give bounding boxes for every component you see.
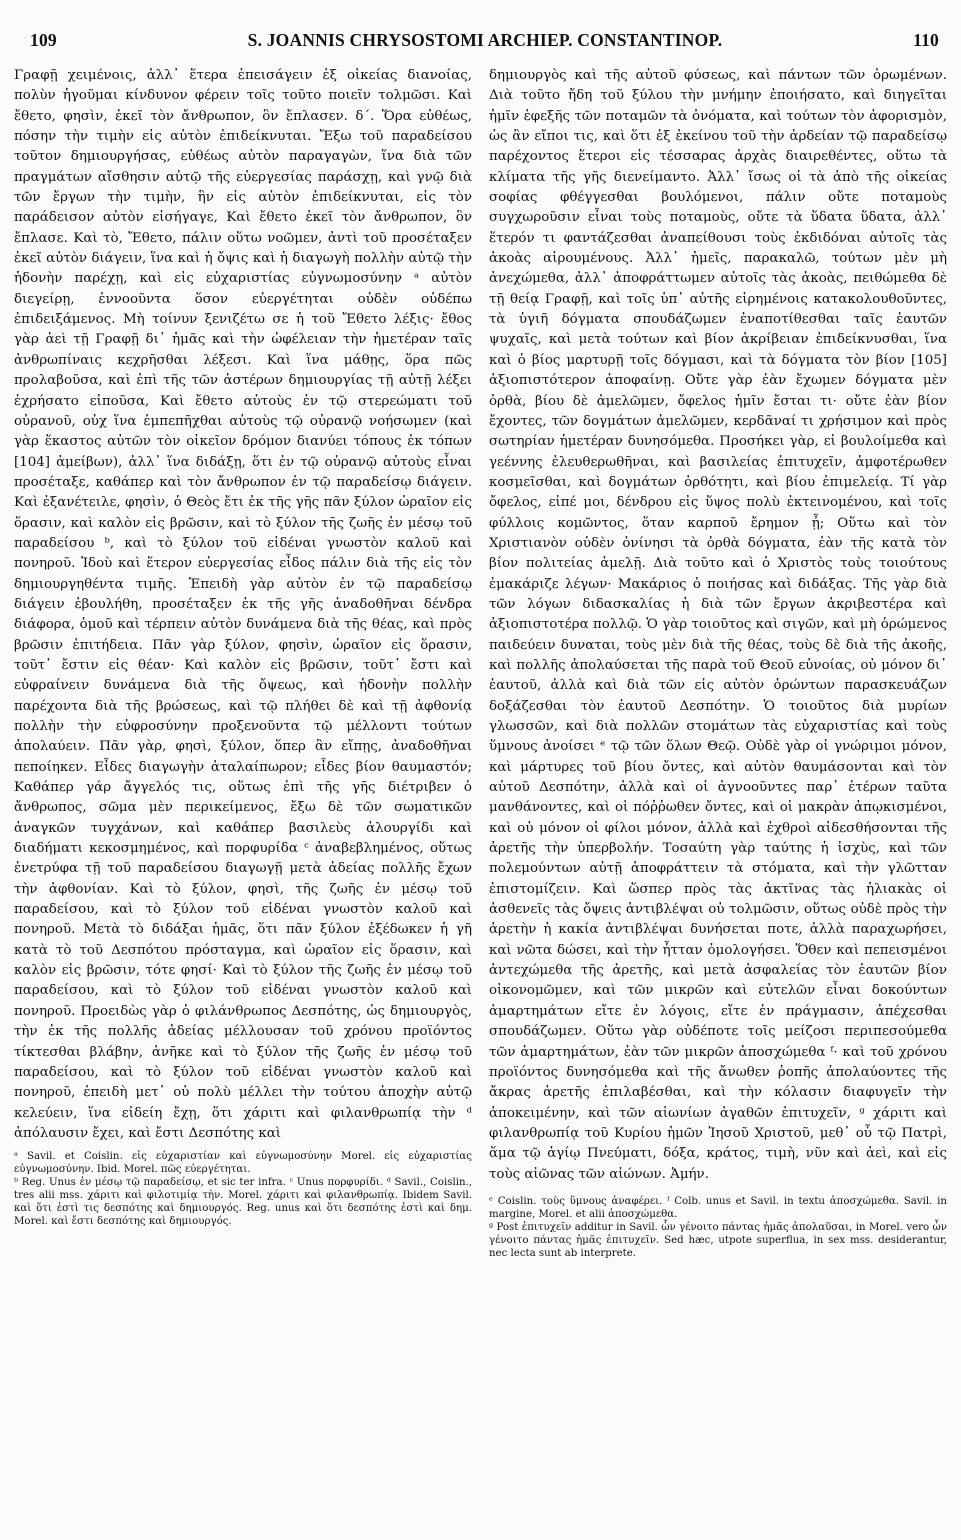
right-column-text: δημιουργὸς καὶ τῆς αὐτοῦ φύσεως, καὶ πάντων τῶν ὁρωμένων. Διὰ τοῦτο ἤδη τοῦ ξύλου τὴν μνήμην ἐποιήσατο, καὶ διηγεῖται ἡμῖν ἐφεξῆς τῶν ποταμῶν τὰ ὀνόματα, καὶ τούτων τὸν ἀφορισμὸν, ὡς ἂν εἴποι τις, καὶ ὅτι ἐξ ἐκείνου τοῦ τὴν ἀρδείαν τῷ παραδείσῳ παρέχοντος ἕτεροι εἰς τέσσαρας ἀρχὰς διαιρεθέντες, οὕτω τὰ κλίματα τῆς γῆς διενείμαντο. Ἀλλ᾽ ἴσως οἱ τὰ ἀπὸ τῆς οἰκείας σοφίας φθέγγεσθαι βουλόμενοι, πάλιν οὔτε ποταμοὺς συγχωροῦσιν εἶναι τοὺς ποταμοὺς, οὔτε τὰ ὕδατα ὕδατα, ἀλλ᾽ ἕτερόν τι φαντάζεσθαι ἀναπείθουσι τοὺς ἐκδιδόναι αὐτοῖς τὰς ἀκοὰς αἱρουμένους. Ἀλλ᾽ ἡμεῖς, παρακαλῶ, τούτων μὲν μὴ ἀνεχώμεθα, ἀλλ᾽ ἀποφράττωμεν αὐτοῖς τὰς ἀκοὰς, πειθώμεθα δὲ τῇ θείᾳ Γραφῇ, καὶ τοῖς ὑπ᾽ αὐτῆς εἰρημένοις κατακολουθοῦντες, τὰ ὑγιῆ δόγματα σπουδάζωμεν ἐναποτίθεσθαι ταῖς ἑαυτῶν ψυχαῖς, καὶ μετὰ τούτων καὶ βίον ἀκρίβειαν ἐπιδείκνυσθαι, ἵνα καὶ ὁ βίος μαρτυρῇ τοῖς δόγμασι, καὶ τὰ δόγματα τὸν βίον [105] ἀξιοπιστότερον ἀποφαίνῃ. Οὔτε γὰρ ἐὰν ἔχωμεν δόγματα μὲν ὀρθὰ, βίου δὲ ἀμελῶμεν, ὄφελος ἡμῖν ἔσται τι· οὔτε ἐὰν βίον ἔχοντες, τῶν δογμάτων ἀμελῶμεν, κερδᾶναί τι χρήσιμον καὶ πρὸς σωτηρίαν ἡμετέραν δυνησόμεθα. Προσήκει γὰρ, εἰ βουλοίμεθα καὶ γεέννης ἐλευθερωθῆναι, καὶ βασιλείας ἐπιτυχεῖν, ἀμφοτέρωθεν κοσμεῖσθαι, καὶ δογμάτων ὀρθότητι, καὶ βίου ἐπιμελείᾳ. Τί γὰρ ὄφελος, εἰπέ μοι, δένδρου εἰς ὕψος πολὺ ἐκτεινομένου, καὶ τοῖς φύλλοις κομῶντος, ὅταν καρποῦ ἔρημον ᾖ; Οὕτω καὶ τὸν Χριστιανὸν οὐδὲν ὀνίνησι τὰ ὀρθὰ δόγματα, ἐὰν τῆς κατὰ τὸν βίον πολιτείας ἀμελῇ. Διὰ τοῦτο καὶ ὁ Χριστὸς τοὺς τοιούτους ἐμακάριζε λέγων· Μακάριος ὁ ποιήσας καὶ διδάξας. Τῆς γὰρ διὰ τῶν λόγων διδασκαλίας ἡ διὰ τῶν ἔργων ἀκριβεστέρα καὶ ἀξιοπιστοτέρα πολλῷ. Ὁ γὰρ τοιοῦτος καὶ σιγῶν, καὶ μὴ ὁρώμενος παιδεύειν δυναται, τοὺς μὲν διὰ τῆς θέας, τοὺς δὲ διὰ τῆς ἀκοῆς, καὶ πολλῆς ἀπολαύσεται τῆς παρὰ τοῦ Θεοῦ εὐνοίας, οὐ μόνον δι᾽ ἑαυτοῦ, ἀλλὰ καὶ διὰ τῶν εἰς αὐτὸν ὁρώντων παρασκευάζων δοξάζεσθαι τὸν ἑαυτοῦ Δεσπότην. Ὁ τοιοῦτος διὰ μυρίων γλωσσῶν, καὶ διὰ πολλῶν στομάτων τὰς εὐχαριστίας καὶ τοὺς ὕμνους ἀνοίσει ᵉ τῷ τῶν ὅλων Θεῷ. Οὐδὲ γὰρ οἱ γνώριμοι μόνον, καὶ μάρτυρες τοῦ βίου ὄντες, καὶ αὐτὸν θαυμάσονται καὶ τὸν αὐτοῦ Δεσπότην, ἀλλὰ καὶ οἱ ἀγνοοῦντες παρ᾽ ἑτέρων ταῦτα μανθάνοντες, καὶ οἱ πόῤῥωθεν ὄντες, καὶ οἱ μακρὰν ἀπῳκισμένοι, καὶ οὐ μόνον οἱ φίλοι μόνον, ἀλλὰ καὶ ἐχθροὶ αἰδεσθήσονται τῆς ἀρετῆς τὴν ὑπερβολήν. Τοσαύτη γὰρ ταύτης ἡ ἰσχὺς, καὶ τῶν πολεμούντων αὐτῇ ἀποφράττειν τὰ στόματα, καὶ τὴν γλῶτταν ἐπιστομίζειν. Καὶ ὥσπερ πρὸς τὰς ἀκτῖνας τὰς ἡλιακὰς οἱ ἀσθενεῖς τὰς ὄψεις ἀντιβλέψαι οὐ τολμῶσιν, οὕτως οὐδὲ πρὸς τὴν ἀρετὴν ἡ κακία ἀντιβλέψαι δυνήσεται ποτε, ἀλλὰ παραχωρήσει, καὶ νῶτα δώσει, καὶ τὴν ἧτταν ὁμολογήσει. Ὅθεν καὶ πεπεισμένοι ἀντεχώμεθα τῆς ἀρετῆς, καὶ μετὰ ἀσφαλείας τὸν ἑαυτῶν βίον οἰκονομῶμεν, καὶ τῶν μικρῶν καὶ εὐτελῶν εἶναι δοκούντων ἁμαρτημάτων εἴτε ἐν λόγοις, εἴτε ἐν πράγμασιν, ἀπέχεσθαι σπουδάζωμεν. Οὕτω γὰρ οὐδέποτε τοῖς μείζοσι περιπεσούμεθα τῶν ἁμαρτημάτων, ἐὰν τῶν μικρῶν ἀποσχώμεθα ᶠ· καὶ τοῦ χρόνου προϊόντος δυνησόμεθα καὶ τῆς ἄνωθεν ῥοπῆς ἀπολαύοντες τῆς ἄκρας ἀρετῆς ἐπιλαβέσθαι, καὶ τὴν κόλασιν διαφυγεῖν τὴν ἀποκειμένην, καὶ τῶν αἰωνίων ἀγαθῶν ἐπιτυχεῖν, ᵍ χάριτι καὶ φιλανθρωπίᾳ τοῦ Κυρίου ἡμῶν Ἰησοῦ Χριστοῦ, μεθ᾽ οὗ τῷ Πατρὶ, ἅμα τῷ ἁγίῳ Πνεύματι, δόξα, κράτος, τιμὴ, νῦν καὶ ἀεὶ, καὶ εἰς τοὺς αἰῶνας τῶν αἰώνων. Ἀμήν. <box>489 68 947 1182</box>
footnote: ᵍ Post ἐπιτυχεῖν additur in Savil. ὧν γένοιτο πάντας ἡμᾶς ἀπολαῦσαι, in Morel. vero ὧν γένοιτο πάντας ἡμᾶς ἐπιτυχεῖν. Sed hæc, utpote superflua, in sex mss. desiderantur, nec lecta sunt ab interprete. <box>489 1221 947 1259</box>
running-header <box>14 30 947 52</box>
left-footnotes <box>14 1150 472 1228</box>
right-footnotes <box>489 1195 947 1260</box>
left-page-number: 109 <box>30 30 57 50</box>
text-columns <box>14 66 947 1260</box>
left-column <box>14 66 472 1260</box>
footnote: ᵃ Savil. et Coislin. εἰς εὐχαριστίαν καὶ εὐγνωμοσύνην Morel. εἰς εὐχαριστίας εὐγνωμοσύνην. Ibid. Morel. πῶς εὐεργέτηται. <box>14 1151 472 1176</box>
running-title: S. JOANNIS CHRYSOSTOMI ARCHIEP. CONSTANTINOP. <box>247 30 723 50</box>
right-column <box>489 66 947 1260</box>
footnote: ᵇ Reg. Unus ἐν μέσῳ τῷ παραδείσῳ, et sic ter infra. ᶜ Unus πορφυρίδι. ᵈ Savil., Coislin., tres alii mss. χάριτι καὶ φιλοτιμίᾳ τὴν. Morel. χάριτι καὶ φιλανθρωπίᾳ. Ibidem Savil. καὶ ὅτι ἐστὶ τις δεσπότης καὶ δημιουργός. Reg. unus καὶ ὅτι δεσπότης ἐστὶ καὶ δημ. Morel. καὶ ἔστι δεσπότης καὶ δημιουργός. <box>14 1177 472 1228</box>
right-page-number: 110 <box>913 30 939 50</box>
left-column-text: Γραφῇ χειμένοις, ἀλλ᾽ ἕτερα ἐπεισάγειν ἐξ οἰκείας διανοίας, πολὺν ἡγοῦμαι κίνδυνον φέρειν τοῖς τοῦτο ποιεῖν τολμῶσι. Καὶ ἔθετο, φησὶν, ἐκεῖ τὸν ἄνθρωπον, ὃν ἔπλασεν. δ΄. Ὅρα εὐθέως, πόσην τὴν τιμὴν εἰς αὐτὸν ἐπιδείκνυται. Ἔξω τοῦ παραδείσου τοῦτον δημιουργήσας, εὐθέως αὐτὸν παραγαγὼν, ἵνα διὰ τῶν πραγμάτων αἴσθησιν αὐτῷ τῆς εὐεργεσίας παράσχῃ, καὶ γνῷ διὰ τῶν ἔργων τὴν τιμὴν, ἣν εἰς αὐτὸν ἐπιδείκνυται, εἰς τὸν παράδεισον αὐτὸν εἰσήγαγε, Καὶ ἔθετο ἐκεῖ τὸν ἄνθρωπον, ὃν ἔπλασε. Καὶ τὸ, Ἔθετο, πάλιν οὕτω νοῶμεν, ἀντὶ τοῦ προσέταξεν ἐκεῖ αὐτὸν διάγειν, ἵνα καὶ ἡ ὄψις καὶ ἡ διαγωγὴ πολλὴν αὐτῷ τὴν ἡδονὴν παρέχῃ, καὶ εἰς εὐχαριστίας εὐγνωμοσύνην ᵃ αὐτὸν διεγείρῃ, ἐννοοῦντα ὅσον εὐεργέτηται οὐδὲν οὐδέπω ἐπιδειξάμενος. Μὴ τοίνυν ξενιζέτω σε ἡ τοῦ Ἔθετο λέξις· ἔθος γὰρ ἀεὶ τῇ Γραφῇ δι᾽ ἡμᾶς καὶ τὴν ὠφέλειαν τὴν ἡμετέραν ταῖς ἀνθρωπίναις κεχρῆσθαι λέξεσι. Καὶ ἵνα μάθῃς, ὅρα πῶς προλαβοῦσα, καὶ ἐπὶ τῆς τῶν ἀστέρων δημιουργίας τῇ αὐτῇ λέξει ἐχρήσατο εἰποῦσα, Καὶ ἔθετο αὐτοὺς ἐν τῷ στερεώματι τοῦ οὐρανοῦ, οὐχ ἵνα ἐμπεπῆχθαι αὐτοὺς τῷ οὐρανῷ νοήσωμεν (καὶ γὰρ ἕκαστος αὐτῶν τὸν οἰκεῖον δρόμον διανύει τόπους ἐκ τόπων [104] ἀμείβων), ἀλλ᾽ ἵνα διδάξῃ, ὅτι ἐν τῷ οὐρανῷ αὐτοὺς εἶναι προσέταξε, καθάπερ καὶ τὸν ἄνθρωπον ἐν τῷ παραδείσῳ διάγειν. Καὶ ἐξανέτειλε, φησὶν, ὁ Θεὸς ἔτι ἐκ τῆς γῆς πᾶν ξύλον ὡραῖον εἰς ὅρασιν, καὶ καλὸν εἰς βρῶσιν, καὶ τὸ ξύλον τῆς ζωῆς ἐν μέσῳ τοῦ παραδείσου ᵇ, καὶ τὸ ξύλον τοῦ εἰδέναι γνωστὸν καλοῦ καὶ πονηροῦ. Ἰδοὺ καὶ ἕτερον εὐεργεσίας εἶδος πάλιν διὰ τῆς εἰς τὸν δημιουργηθέντα τιμῆς. Ἐπειδὴ γὰρ αὐτὸν ἐν τῷ παραδείσῳ διάγειν ἐβουλήθη, προσέταξεν ἐκ τῆς γῆς ἀναδοθῆναι δένδρα διάφορα, ὁμοῦ καὶ τέρπειν αὐτὸν δυνάμενα διὰ τῆς θέας, καὶ πρὸς βρῶσιν ἐπιτήδεια. Πᾶν γὰρ ξύλον, φησὶν, ὡραῖον εἰς ὅρασιν, τοῦτ᾽ ἔστιν εἰς θέαν· Καὶ καλὸν εἰς βρῶσιν, τοῦτ᾽ ἔστι καὶ εὐφραίνειν δυνάμενα διὰ τῆς ὄψεως, καὶ ἡδονὴν πολλὴν παρέχοντα διὰ τῆς βρώσεως, καὶ τῷ πλήθει δὲ καὶ τῇ ἀφθονίᾳ πολλὴν τὴν εὐφροσύνην προξενοῦντα τῷ μέλλοντι τούτων ἀπολαύειν. Πᾶν γὰρ, φησὶ, ξύλον, ὅπερ ἂν εἴπῃς, ἀναδοθῆναι πεποίηκεν. Εἶδες διαγωγὴν ἀταλαίπωρον; εἶδες βίον θαυμαστόν; Καθάπερ γάρ ἄγγελός τις, οὕτως ἐπὶ τῆς γῆς διέτριβεν ὁ ἄνθρωπος, σῶμα μὲν περικείμενος, ἔξω δὲ τῶν σωματικῶν ἀναγκῶν τυγχάνων, καὶ καθάπερ βασιλεὺς ἁλουργίδι καὶ διαδήματι κεκοσμημένος, καὶ πορφυρίδα ᶜ ἀναβεβλημένος, οὕτως ἐνετρύφα τῇ τοῦ παραδείσου διαγωγῇ μετὰ ἀδείας πολλῆς ἔχων τὴν ἀφθονίαν. Καὶ τὸ ξύλον, φησὶ, τῆς ζωῆς ἐν μέσῳ τοῦ παραδείσου, καὶ τὸ ξύλον τοῦ εἰδέναι γνωστὸν καλοῦ καὶ πονηροῦ. Μετὰ τὸ διδάξαι ἡμᾶς, ὅτι πᾶν ξύλον ἐξέδωκεν ἡ γῆ κατὰ τὸ τοῦ Δεσπότου πρόσταγμα, καὶ ὡραῖον εἰς ὅρασιν, καὶ καλὸν εἰς βρῶσιν, τότε φησί· Καὶ τὸ ξύλον τῆς ζωῆς ἐν μέσῳ τοῦ παραδείσου, καὶ τὸ ξύλον τοῦ εἰδέναι γνωστὸν καλοῦ καὶ πονηροῦ. Προειδὼς γὰρ ὁ φιλάνθρωπος Δεσπότης, ὡς δημιουργὸς, τὴν ἐκ τῆς πολλῆς ἀδείας μέλλουσαν τοῦ χρόνου προϊόντος τίκτεσθαι βλάβην, ἀνῆκε καὶ τὸ ξύλον τῆς ζωῆς ἐν μέσῳ τοῦ παραδείσου, καὶ τὸ ξύλον τοῦ εἰδέναι γνωστὸν καλοῦ καὶ πονηροῦ, ἐπειδὴ μετ᾽ οὐ πολὺ μέλλει τὴν τούτου ἀποχὴν αὐτῷ κελεύειν, ἵνα εἰδείη ἔχῃ, ὅτι χάριτι καὶ φιλανθρωπίᾳ τὴν ᵈ ἀπόλαυσιν ἔχει, καὶ ἔστι Δεσπότης καὶ <box>14 68 472 1141</box>
footnote: ᵉ Coislin. τοὺς ὕμνους ἀναφέρει. ᶠ Colb. unus et Savil. in textu ἀποσχώμεθα. Savil. in margine, Morel. et alii ἀποσχώμεθα. <box>489 1195 947 1220</box>
